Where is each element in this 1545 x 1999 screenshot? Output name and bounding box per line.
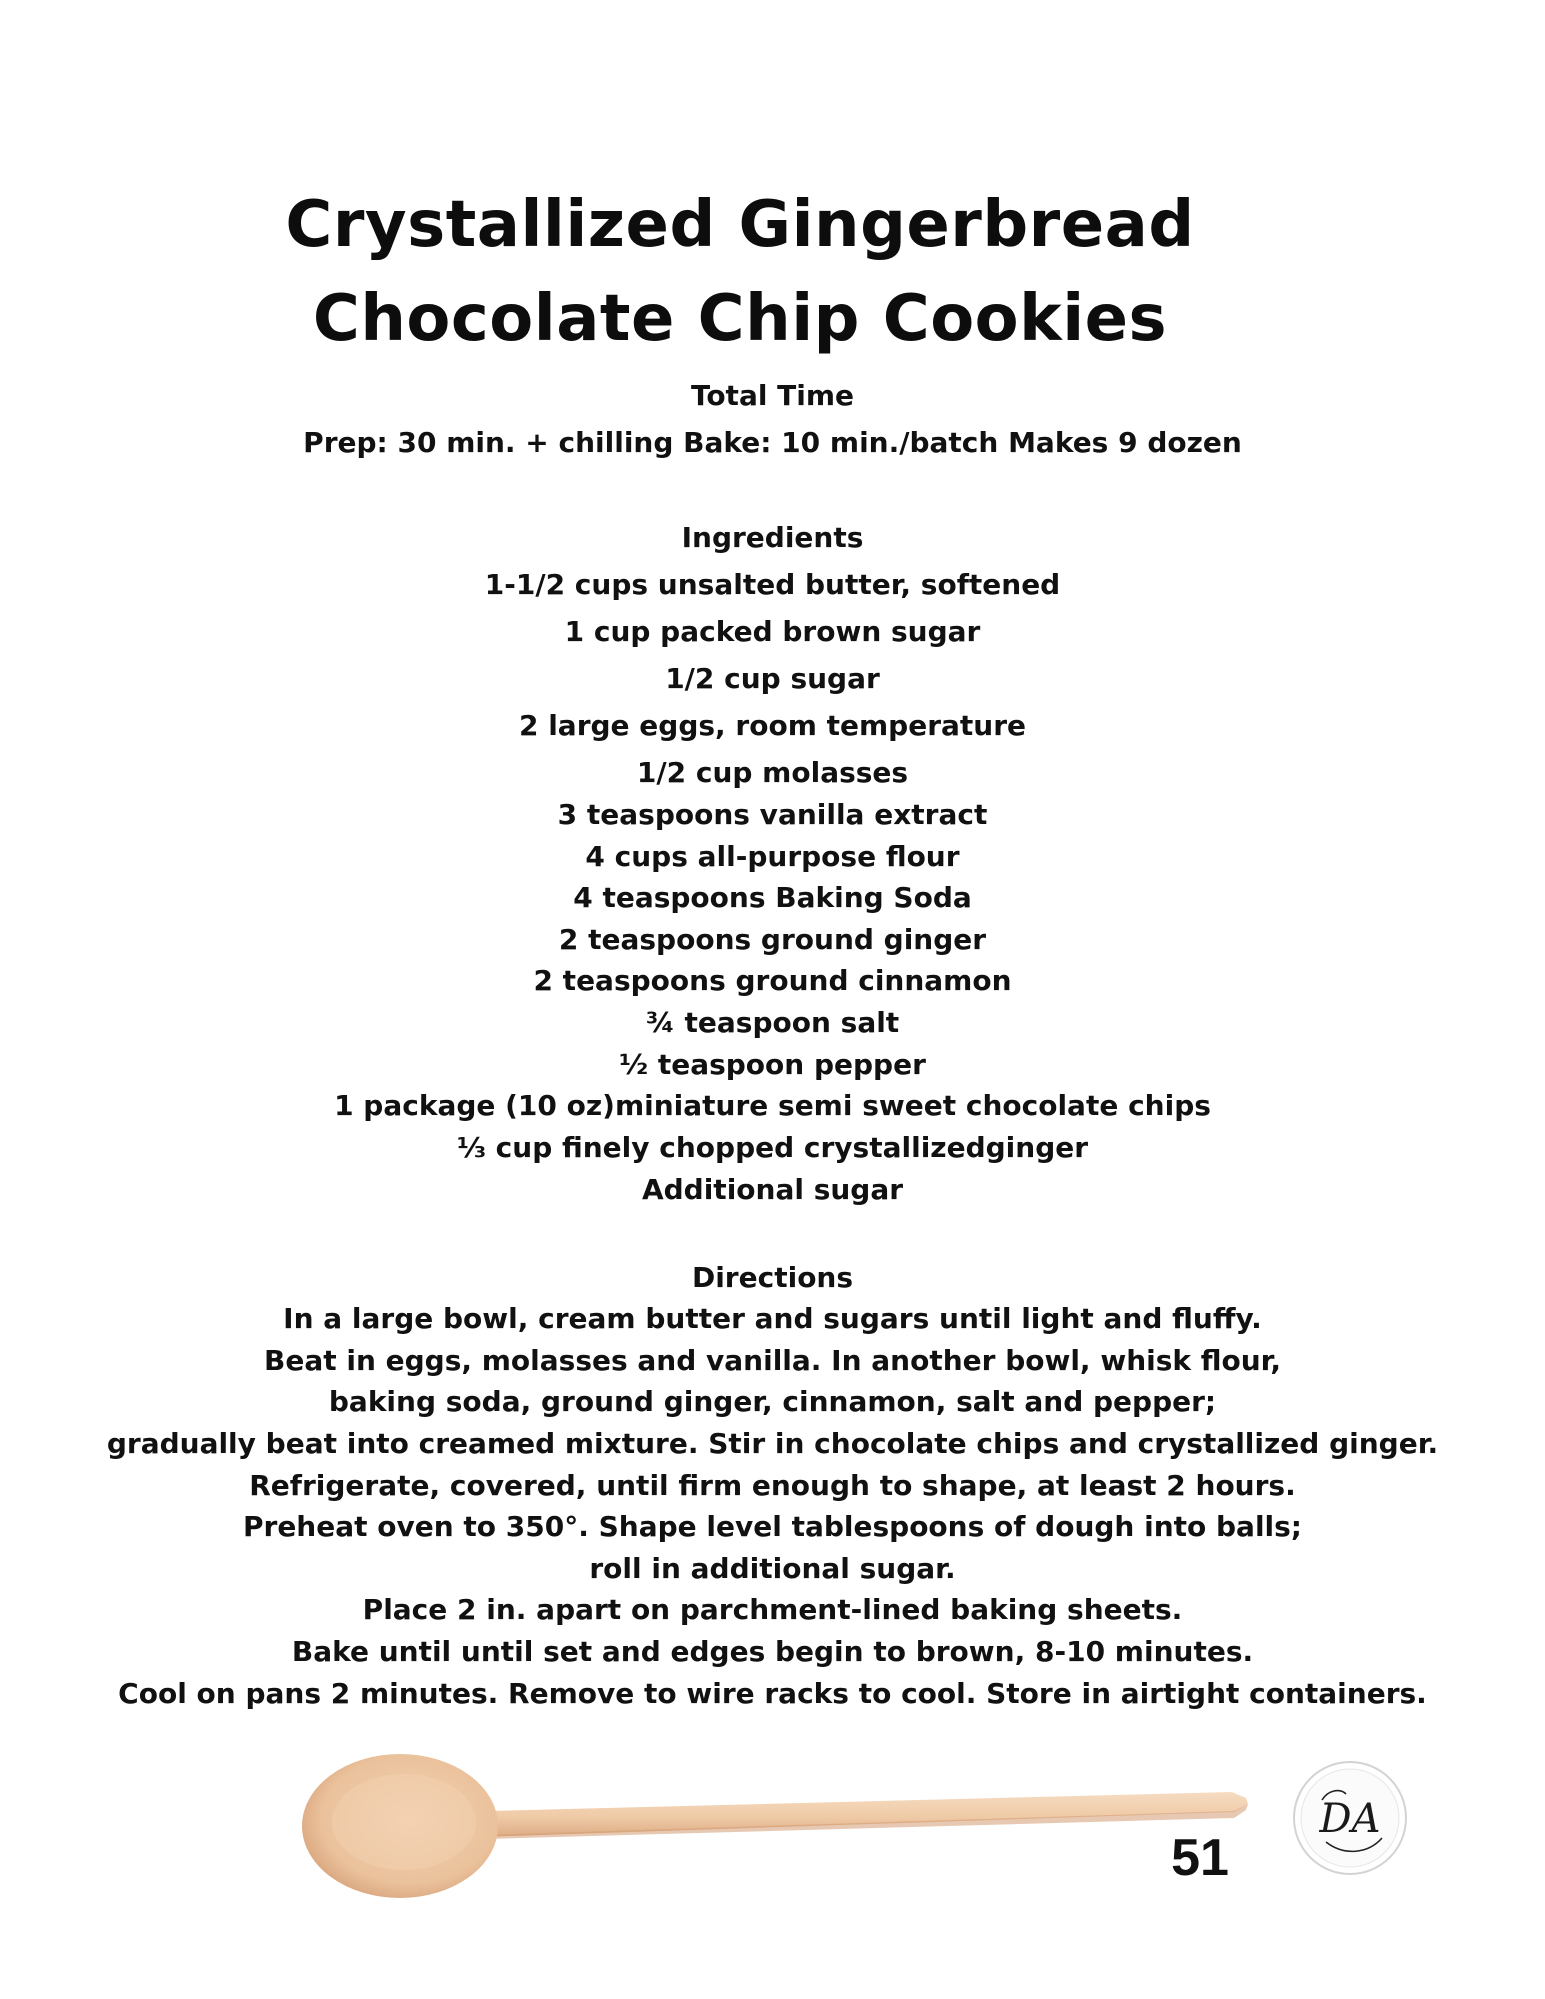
ingredient-item: 1 cup packed brown sugar [564, 615, 981, 648]
ingredient-item: Additional sugar [641, 1173, 904, 1206]
direction-line: gradually beat into creamed mixture. Stir in chocolate chips and crystallized ginger. [106, 1427, 1439, 1460]
direction-line: Refrigerate, covered, until firm enough to shape, at least 2 hours. [249, 1469, 1296, 1502]
direction-line: Place 2 in. apart on parchment-lined baking sheets. [362, 1593, 1183, 1626]
total-time-heading: Total Time [690, 379, 855, 412]
logo-monogram-text: DA [1319, 1796, 1381, 1842]
page-number: 51 [1171, 1829, 1229, 1887]
ingredient-item: 1/2 cup molasses [636, 756, 909, 789]
direction-line: baking soda, ground ginger, cinnamon, salt and pepper; [328, 1385, 1217, 1418]
monogram-logo-icon [1292, 1760, 1408, 1876]
recipe-title-line-1: Crystallized Gingerbread [285, 188, 1195, 262]
ingredient-item: 3 teaspoons vanilla extract [557, 798, 988, 831]
direction-line: In a large bowl, cream butter and sugars until light and fluffy. [283, 1302, 1262, 1335]
ingredients-heading: Ingredients [681, 521, 864, 554]
ingredient-item: ¾ teaspoon salt [645, 1006, 900, 1039]
total-time-details: Prep: 30 min. + chilling Bake: 10 min./batch Makes 9 dozen [303, 426, 1242, 459]
ingredient-item: 2 teaspoons ground cinnamon [533, 964, 1012, 997]
direction-line: Beat in eggs, molasses and vanilla. In another bowl, whisk flour, [263, 1344, 1282, 1377]
direction-line: Preheat oven to 350°. Shape level tablespoons of dough into balls; [242, 1510, 1303, 1543]
ingredient-item: 1-1/2 cups unsalted butter, softened [484, 568, 1061, 601]
direction-line: roll in additional sugar. [589, 1552, 956, 1585]
ingredient-item: 1/2 cup sugar [665, 662, 880, 695]
ingredient-item: 2 teaspoons ground ginger [558, 923, 987, 956]
ingredient-item: ½ teaspoon pepper [619, 1048, 926, 1081]
directions-heading: Directions [691, 1261, 854, 1294]
ingredient-item: 4 cups all-purpose flour [585, 840, 960, 873]
wooden-spoon-icon [300, 1740, 1260, 1910]
direction-line: Bake until until set and edges begin to brown, 8-10 minutes. [291, 1635, 1254, 1668]
ingredient-item: 1 package (10 oz)miniature semi sweet chocolate chips [334, 1089, 1211, 1122]
recipe-title-line-2: Chocolate Chip Cookies [312, 282, 1168, 356]
direction-line: Cool on pans 2 minutes. Remove to wire racks to cool. Store in airtight containers. [118, 1677, 1427, 1710]
ingredient-item: ⅓ cup finely chopped crystallizedginger [456, 1131, 1089, 1164]
recipe-title [0, 178, 1480, 366]
ingredient-item: 2 large eggs, room temperature [518, 709, 1027, 742]
ingredient-item: 4 teaspoons Baking Soda [573, 881, 972, 914]
